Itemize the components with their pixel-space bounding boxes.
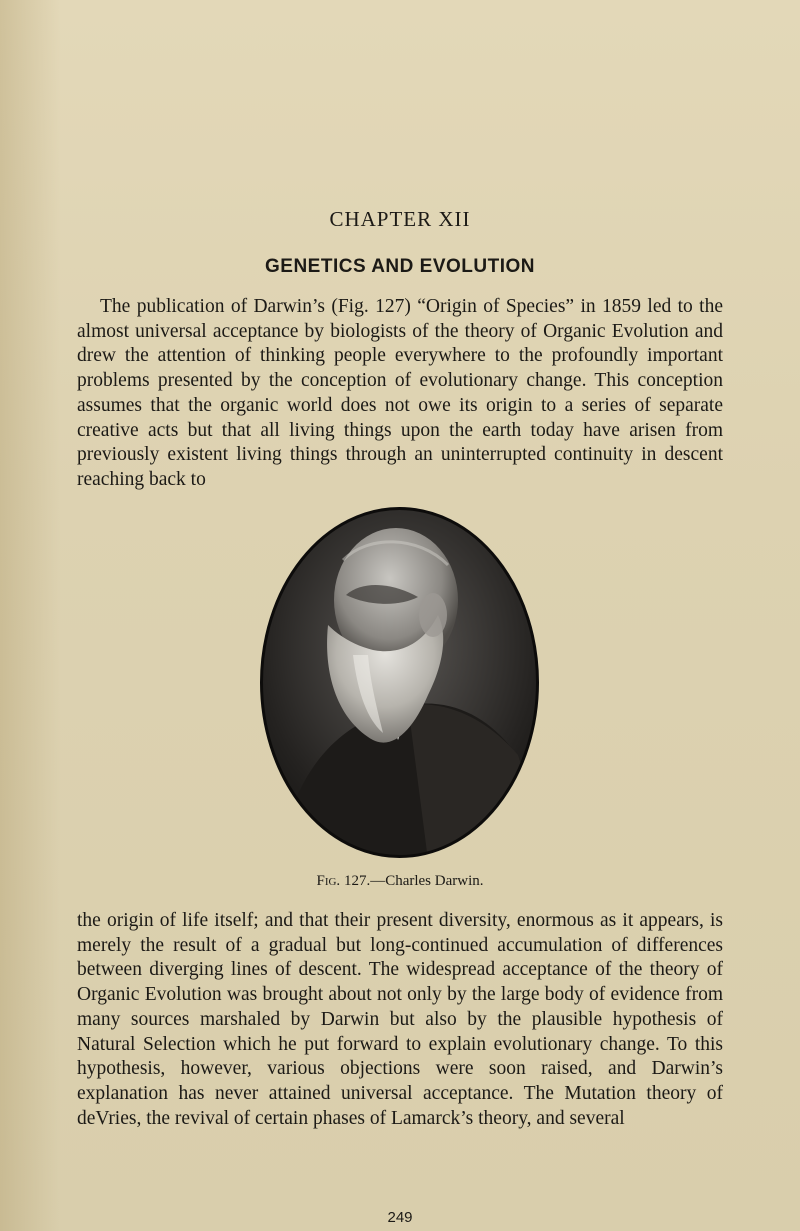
- body-paragraph-1: The publication of Darwin’s (Fig. 127) “Origin of Species” in 1859 led to the almost universal acceptance by biologists of the theory of Organic Evolution and drew the attention of thinking people everywhere to the profoundly important problems presented by the conception of evolutionary change. This conception assumes that the organic world does not owe its origin to a series of separate creative acts but that all living things upon the earth today have arisen from previously existent living things through an uninterrupted continuity in descent reaching back to: [77, 296, 723, 490]
- darwin-portrait-image: [258, 505, 541, 860]
- figure-caption: [0, 873, 800, 890]
- chapter-number: CHAPTER XII: [329, 207, 471, 231]
- figure-caption-text: 127.—Charles Darwin.: [343, 873, 484, 889]
- darwin-portrait-figure: [258, 505, 541, 860]
- figure-caption-label: Fig.: [316, 873, 341, 889]
- body-paragraph-2: the origin of life itself; and that their present diversity, enormous as it appears, is merely the result of a gradual but long-continued accumulation of differences between diverging lines of descent. The widespread acceptance of the theory of Organic Evolution was brought about not only by the large body of evidence from many sources marshaled by Darwin but also by the plausible hypothesis of Natural Selection which he put forward to explain evolutionary change. To this hypothesis, however, various objections were soon raised, and Darwin’s explanation has never attained universal acceptance. The Mutation theory of deVries, the revival of certain phases of Lamarck’s theory, and several: [77, 910, 723, 1129]
- page-number: 249: [387, 1209, 413, 1226]
- chapter-title: GENETICS AND EVOLUTION: [265, 256, 535, 277]
